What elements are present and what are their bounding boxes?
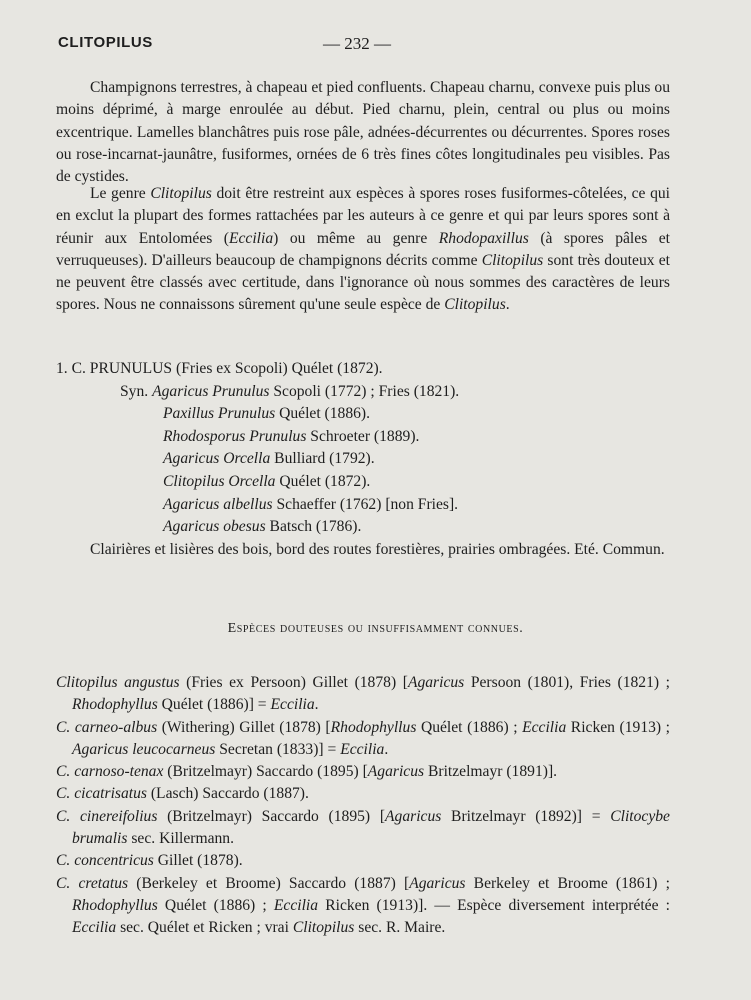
list-item: C. cinereifolius (Britzelmayr) Saccardo (1895) [Agaricus Britzelmayr (1892)] = Clitocybe brumalis sec. Killermann. xyxy=(56,807,670,848)
synonym-item: Rhodosporus Prunulus Schroeter (1889). xyxy=(163,427,420,445)
dubious-species-list xyxy=(56,672,670,940)
genus-remarks: Le genre Clitopilus doit être restreint aux espèces à spores roses fusiformes-côtelées, ce qui en exclut la plupart des formes rattachées par les auteurs à ce genre et qui par leurs spores sont à réunir aux Entolomées (Eccilia) ou même au genre Rhodopaxillus (à spores pâles et verruqueuses). D'ailleurs beaucoup de champignons décrits comme Clitopilus sont très douteux et ne peuvent être classés avec certitude, dans l'ignorance où nous sommes des caractères de leurs spores. Nous ne connaissons sûrement qu'une seule espèce de Clitopilus. xyxy=(56,185,670,314)
synonym-item: Paxillus Prunulus Quélet (1886). xyxy=(163,405,371,423)
synonym-item: Agaricus albellus Schaeffer (1762) [non Fries]. xyxy=(163,495,459,513)
intro-paragraph-1 xyxy=(56,77,670,188)
intro-paragraph-2 xyxy=(56,183,670,317)
synonym-list xyxy=(120,381,670,539)
habitat-text: Clairières et lisières des bois, bord des routes forestières, prairies ombragées. Eté. Commun. xyxy=(90,540,665,558)
genus-title: CLITOPILUS xyxy=(58,34,153,51)
list-item: C. cicatrisatus (Lasch) Saccardo (1887). xyxy=(56,785,309,803)
page-number: — 232 — xyxy=(323,34,391,53)
synonym-item: Syn. Agaricus Prunulus Scopoli (1772) ; Fries (1821). xyxy=(120,382,460,400)
synonym-item: Agaricus Orcella Bulliard (1792). xyxy=(163,450,375,468)
list-item: C. carneo-albus (Withering) Gillet (1878) [Rhodophyllus Quélet (1886) ; Eccilia Ricken (1913) ; Agaricus leucocarneus Secretan (1833)] = Eccilia. xyxy=(56,718,670,758)
list-item: C. concentricus Gillet (1878). xyxy=(56,852,243,870)
species-entry xyxy=(56,358,670,561)
description-text: Champignons terrestres, à chapeau et pied confluents. Chapeau charnu, convexe puis plus ou moins déprimé, à marge enroulée au début. Pied charnu, plein, central ou plus ou moins excentrique. Lamelles blanchâtres puis rose pâle, adnées-décurrentes ou décurrentes. Spores roses ou rose-incarnat-jaunâtre, fusiformes, ornées de 6 très fines côtes longitudinales peu visibles. Pas de cystides. xyxy=(56,79,670,186)
list-item: Clitopilus angustus (Fries ex Persoon) Gillet (1878) [Agaricus Persoon (1801), Fries (1821) ; Rhodophyllus Quélet (1886)] = Eccilia. xyxy=(56,674,671,714)
species-heading: 1. C. PRUNULUS (Fries ex Scopoli) Quélet (1872). xyxy=(56,360,383,377)
list-item: C. carnoso-tenax (Britzelmayr) Saccardo (1895) [Agaricus Britzelmayr (1891)]. xyxy=(56,763,558,781)
section-heading: Espèces douteuses ou insuffisamment connues. xyxy=(227,621,524,636)
syn-label: Syn. xyxy=(120,382,153,400)
page-header xyxy=(58,34,678,58)
synonym-item: Clitopilus Orcella Quélet (1872). xyxy=(163,472,371,490)
synonym-item: Agaricus obesus Batsch (1786). xyxy=(163,518,362,536)
list-item: C. cretatus (Berkeley et Broome) Saccardo (1887) [Agaricus Berkeley et Broome (1861) ; Rhodophyllus Quélet (1886) ; Eccilia Ricken (1913)]. — Espèce diversement interprétée : Eccilia sec. Quélet et Ricken ; vrai Clitopilus sec. R. Maire. xyxy=(56,874,670,937)
